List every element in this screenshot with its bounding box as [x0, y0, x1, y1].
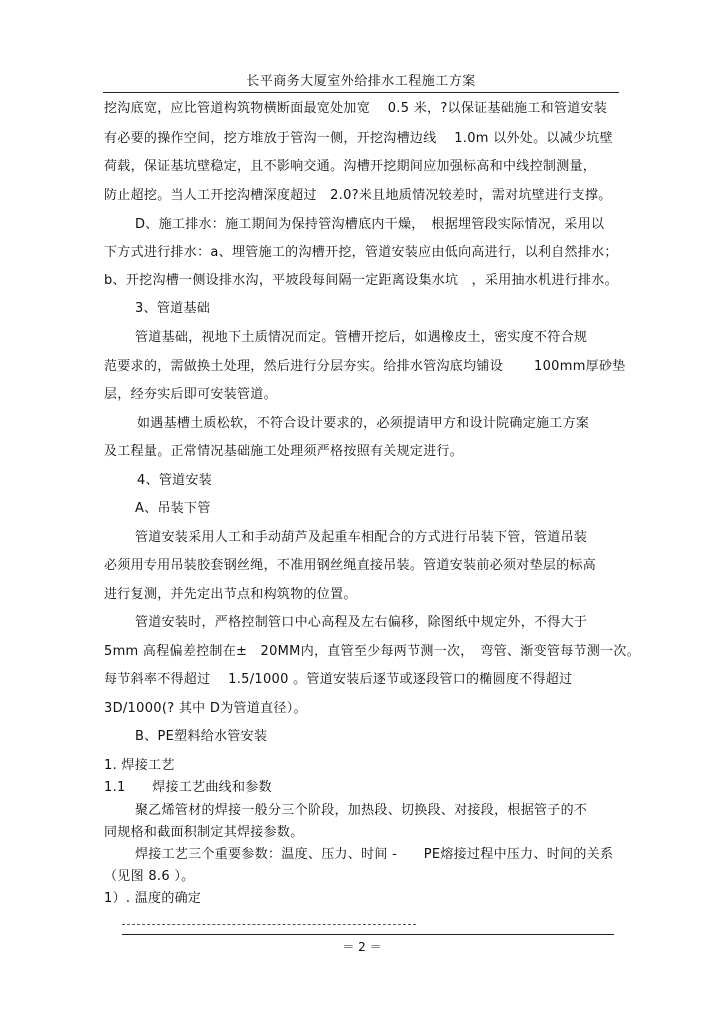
numbered-heading-1-1: 1.1 焊接工艺曲线和参数 [104, 780, 272, 795]
body-line-16: 管道安装采用人工和手动葫芦及起重车相配合的方式进行吊装下管，管道吊装 [135, 530, 588, 545]
body-line-22: 3D/1000(? 其中 D为管道直径）。 [104, 701, 307, 716]
body-line-7: b、开挖沟槽一侧设排水沟，平坡段每间隔一定距离设集水坑 ，采用抽水机进行排水。 [104, 273, 618, 288]
body-line-18: 进行复测，并先定出节点和构筑物的位置。 [104, 587, 357, 602]
header-divider [103, 92, 619, 93]
page-header-title: 长平商务大厦室外给排水工程施工方案 [246, 74, 476, 89]
body-line-10: 范要求的，需做换土处理，然后进行分层夯实。给排水管沟底均铺设 100mm厚砂垫 [104, 359, 626, 374]
body-line-17: 必须用专用吊装胶套钢丝绳，不准用钢丝绳直接吊装。管道安装前必须对垫层的标高 [104, 558, 597, 573]
body-line-19: 管道安装时，严格控制管口中心高程及左右偏移，除图纸中规定外，不得大于 [135, 615, 588, 630]
body-line-9: 管道基础，视地下土质情况而定。管槽开挖后，如遇橡皮土，密实度不符合规 [135, 330, 588, 345]
footer-dashed-divider [122, 924, 416, 925]
section-heading-3: 3、管道基础 [135, 301, 211, 316]
numbered-heading-1: 1. 焊接工艺 [104, 758, 175, 773]
body-line-11: 层，经夯实后即可安装管道。 [104, 387, 277, 402]
subsection-heading-b: B、PE塑料给水管安装 [135, 729, 268, 744]
body-line-29: （见图 8.6 ）。 [104, 869, 195, 884]
body-line-26: 聚乙烯管材的焊接一般分三个阶段，加热段、切换段、对接段，根据管子的不 [135, 803, 588, 818]
body-line-20: 5mm 高程偏差控制在± 20MM内，直管至少每两节测一次， 弯管、渐变管每节测一次。 [104, 644, 640, 659]
page-number: ＝ 2 ＝ [342, 940, 382, 954]
body-line-21: 每节斜率不得超过 1.5/1000 。管道安装后逐节或逐段管口的椭圆度不得超过 [104, 672, 573, 687]
body-line-6: 下方式进行排水：a、埋管施工的沟槽开挖，管道安装应由低向高进行，以利自然排水； [104, 245, 618, 260]
body-line-12: 如遇基槽土质松软，不符合设计要求的，必须提请甲方和设计院确定施工方案 [137, 416, 590, 431]
footer-divider [122, 934, 614, 935]
body-line-5: D、施工排水：施工期间为保持管沟槽底内干燥， 根据埋管段实际情况，采用以 [135, 217, 605, 232]
body-line-27: 同规格和截面积制定其焊接参数。 [104, 825, 304, 840]
body-line-4: 防止超挖。当人工开挖沟槽深度超过 2.0?米且地质情况较差时，需对坑壁进行支撑。 [104, 188, 612, 203]
body-line-1: 挖沟底宽，应比管道构筑物横断面最宽处加宽 0.5 米，?以保证基础施工和管道安装 [104, 101, 608, 116]
section-heading-4: 4、管道安装 [137, 473, 213, 488]
body-line-2: 有必要的操作空间，挖方堆放于管沟一侧，开挖沟槽边线 1.0m 以外处。以减少坑壁 [104, 131, 613, 146]
numbered-item-temperature: 1）. 温度的确定 [104, 891, 202, 906]
subsection-heading-a: A、吊装下管 [135, 501, 211, 516]
body-line-13: 及工程量。正常情况基础施工处理须严格按照有关规定进行。 [104, 444, 464, 459]
body-line-28: 焊接工艺三个重要参数：温度、压力、时间 - PE熔接过程中压力、时间的关系 [135, 847, 614, 862]
body-line-3: 荷载，保证基坑壁稳定，且不影响交通。沟槽开挖期间应加强标高和中线控制测量， [104, 159, 597, 174]
